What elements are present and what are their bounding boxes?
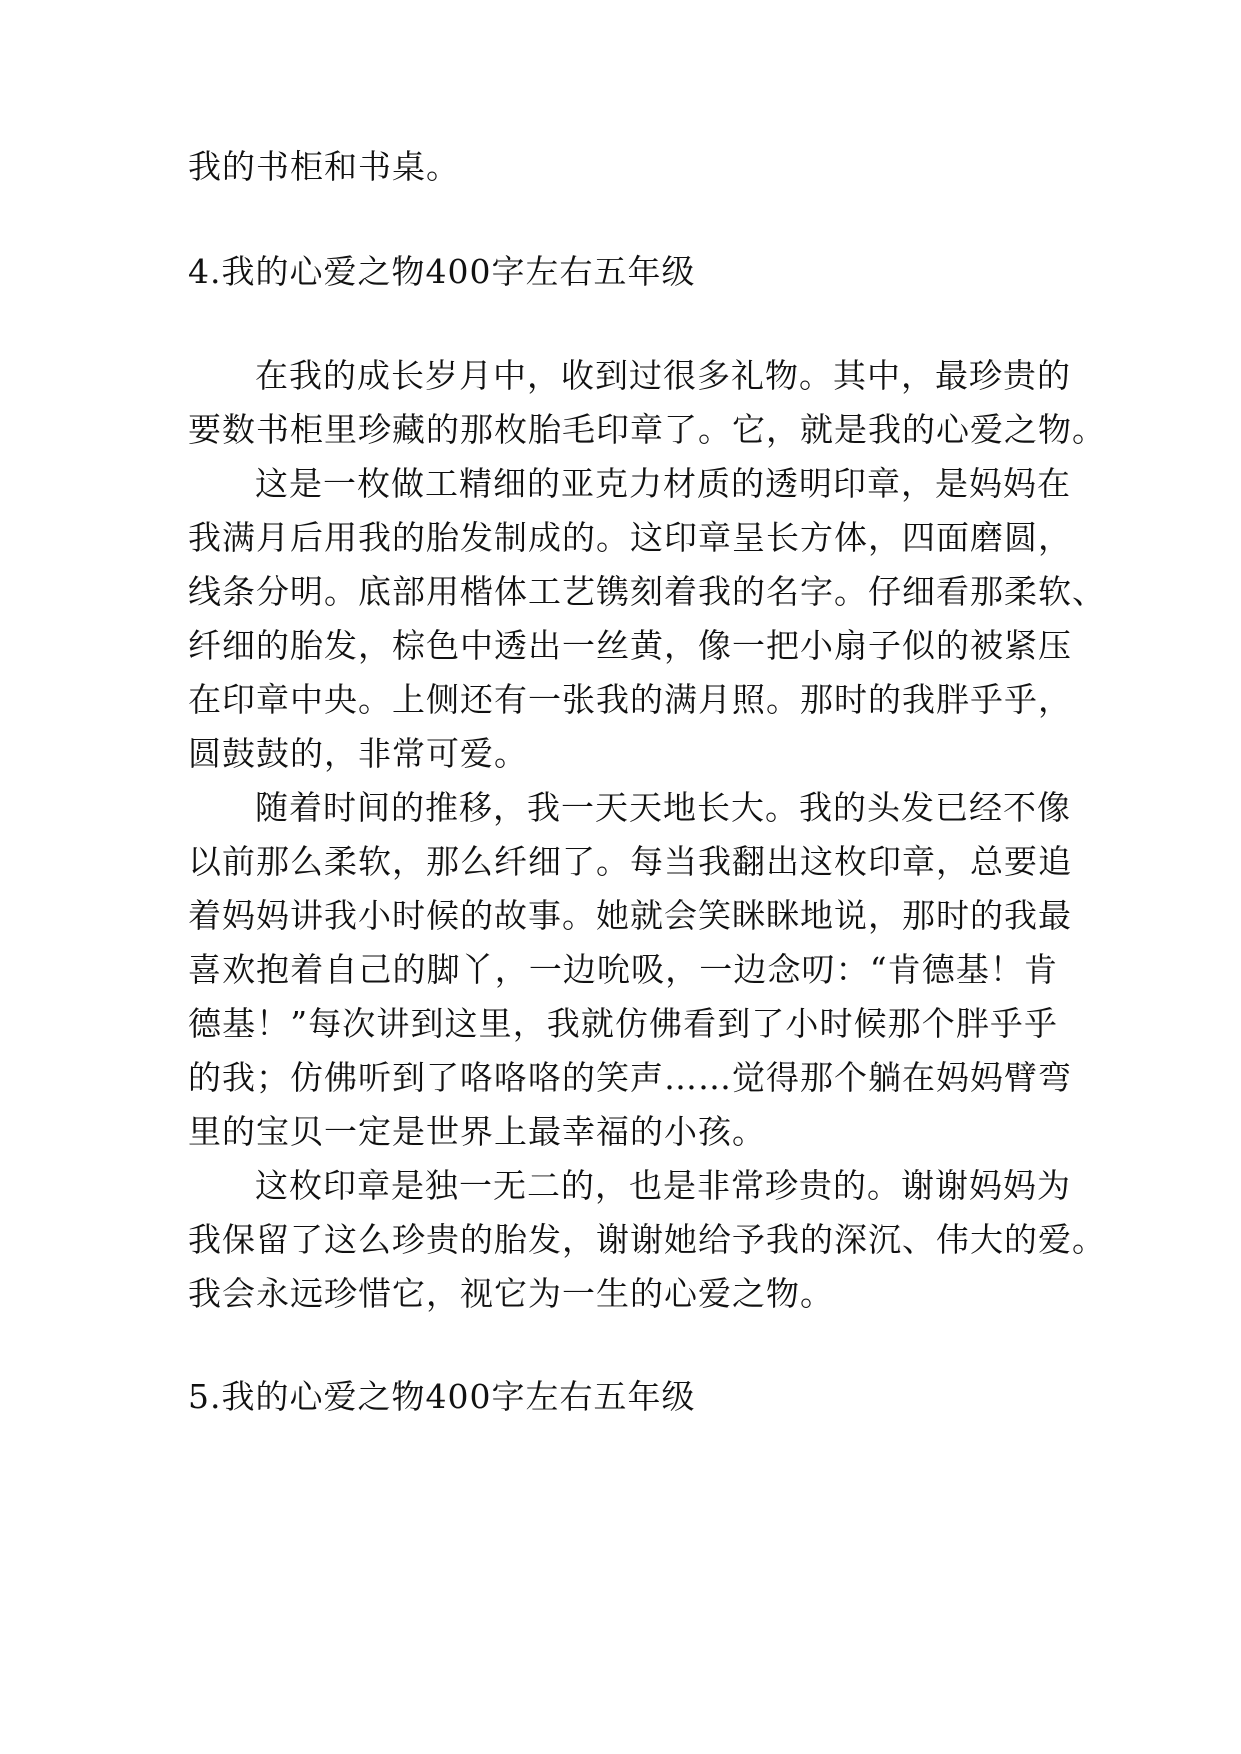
paragraph-line: 以前那么柔软，那么纤细了。每当我翻出这枚印章，总要追 (188, 842, 1072, 881)
paragraph-line: 纤细的胎发，棕色中透出一丝黄，像一把小扇子似的被紧压 (188, 626, 1072, 665)
paragraph-line: 圆鼓鼓的，非常可爱。 (188, 734, 528, 773)
paragraph-line: 要数书柜里珍藏的那枚胎毛印章了。它，就是我的心爱之物。 (188, 410, 1106, 449)
paragraph-line: 我会永远珍惜它，视它为一生的心爱之物。 (188, 1274, 834, 1313)
paragraph-line: 的我；仿佛听到了咯咯咯的笑声……觉得那个躺在妈妈臂弯 (188, 1058, 1072, 1097)
section-5-heading: 5.我的心爱之物400字左右五年级 (188, 1377, 696, 1416)
paragraph-line: 德基！”每次讲到这里，我就仿佛看到了小时候那个胖乎乎 (188, 1004, 1058, 1043)
paragraph-line: 线条分明。底部用楷体工艺镌刻着我的名字。仔细看那柔软、 (188, 572, 1106, 611)
paragraph-line: 着妈妈讲我小时候的故事。她就会笑眯眯地说，那时的我最 (188, 896, 1072, 935)
paragraph-line: 喜欢抱着自己的脚丫，一边吮吸，一边念叨：“肯德基！肯 (188, 950, 1058, 989)
paragraph-line: 里的宝贝一定是世界上最幸福的小孩。 (188, 1112, 766, 1151)
paragraph-line: 在印章中央。上侧还有一张我的满月照。那时的我胖乎乎， (188, 680, 1072, 719)
paragraph-line: 这是一枚做工精细的亚克力材质的透明印章，是妈妈在 (255, 464, 1071, 503)
paragraph-line: 随着时间的推移，我一天天地长大。我的头发已经不像 (255, 788, 1071, 827)
paragraph-line: 我保留了这么珍贵的胎发，谢谢她给予我的深沉、伟大的爱。 (188, 1220, 1106, 1259)
paragraph-line: 我满月后用我的胎发制成的。这印章呈长方体，四面磨圆， (188, 518, 1072, 557)
top-fragment-line: 我的书柜和书桌。 (188, 147, 460, 186)
paragraph-line: 在我的成长岁月中，收到过很多礼物。其中，最珍贵的 (255, 356, 1071, 395)
section-4-heading: 4.我的心爱之物400字左右五年级 (188, 252, 696, 291)
paragraph-line: 这枚印章是独一无二的，也是非常珍贵的。谢谢妈妈为 (255, 1166, 1071, 1205)
